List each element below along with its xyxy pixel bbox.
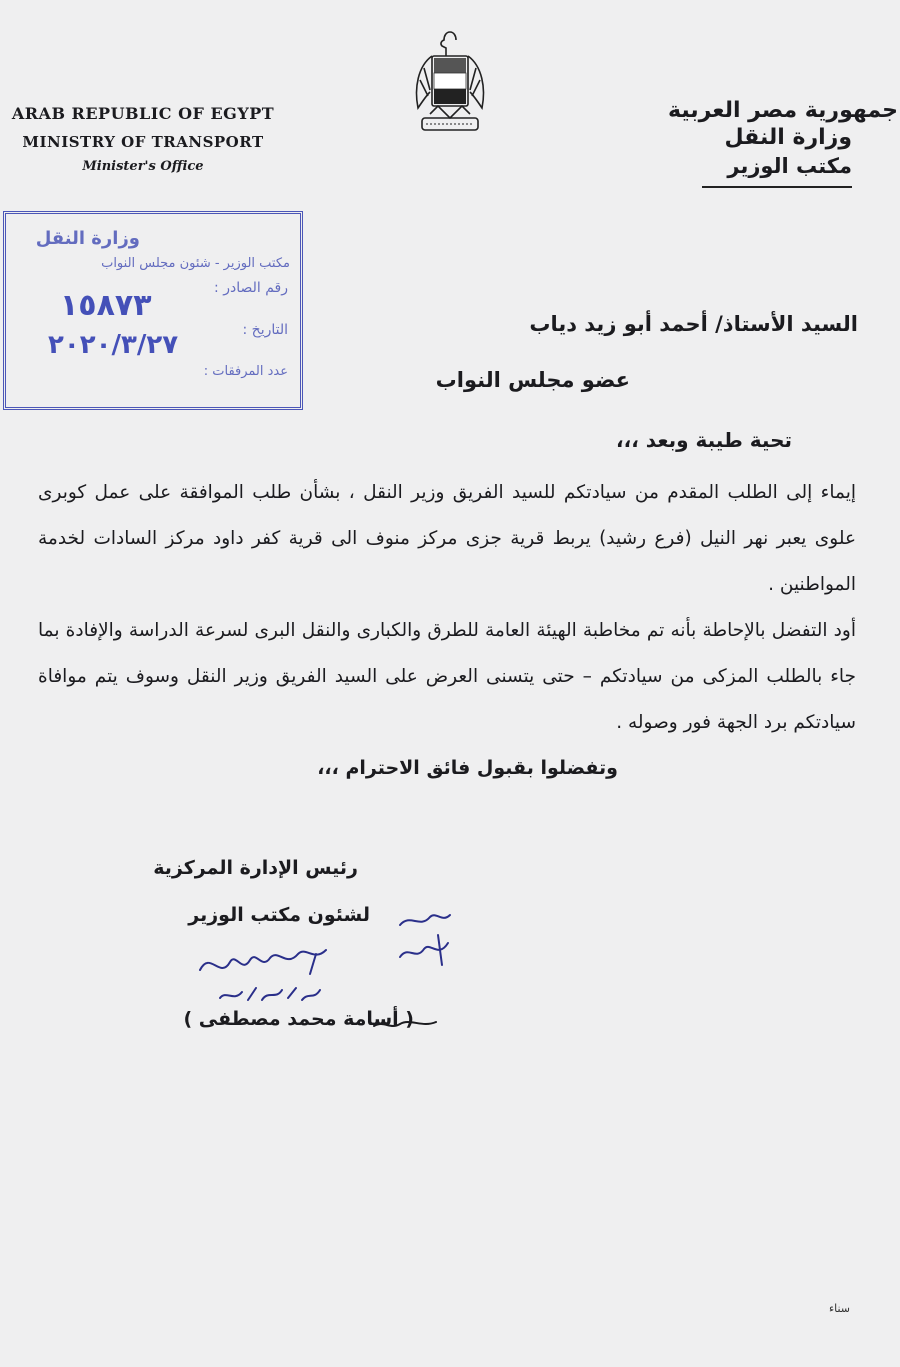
closing-line: وتفضلوا بقبول فائق الاحترام ،،، <box>317 757 618 779</box>
registration-stamp <box>3 211 303 410</box>
ministry-name-en: MINISTRY OF TRANSPORT <box>22 133 264 151</box>
header-underline <box>702 186 852 188</box>
greeting: تحية طيبة وبعد ،،، <box>616 428 792 452</box>
paragraph-1: إيماء إلى الطلب المقدم من سيادتكم للسيد الفريق وزير النقل ، بشأن طلب الموافقة على عمل كوبرى علوى يعبر نهر النيل (فرع رشيد) يربط قرية جزى مركز منوف الى قرية كفر داود مركز السادات لخدمة المواطنين . <box>38 482 856 595</box>
handwritten-initials <box>390 905 460 975</box>
signatory-title-line-1: رئيس الإدارة المركزية <box>153 857 358 879</box>
ministry-name-ar: وزارة النقل <box>724 125 852 150</box>
office-name-en: Minister's Office <box>82 159 204 174</box>
stamp-title: وزارة النقل <box>35 228 140 249</box>
stamp-subtitle: مكتب الوزير - شئون مجلس النواب <box>101 256 290 271</box>
handwritten-signature <box>190 940 340 1010</box>
stamp-number-handwritten: ١٥٨٧٣ <box>60 288 152 323</box>
office-name-ar: مكتب الوزير <box>727 154 852 178</box>
country-name-ar: جمهورية مصر العربية <box>668 98 898 123</box>
stamp-date-label: التاريخ : <box>242 322 288 338</box>
addressee-name: السيد الأستاذ/ أحمد أبو زيد دياب <box>529 312 858 336</box>
stamp-number-label: رقم الصادر : <box>214 280 288 296</box>
signatory-name: ( أسامة محمد مصطفى ) <box>183 1008 414 1030</box>
arabic-letterhead <box>572 98 898 188</box>
stamp-date-handwritten: ٢٠٢٠/٣/٢٧ <box>48 330 179 360</box>
country-name-en: ARAB REPUBLIC OF EGYPT <box>11 104 275 123</box>
eagle-emblem-icon <box>408 26 492 138</box>
addressee-title: عضو مجلس النواب <box>435 368 630 392</box>
english-letterhead <box>8 104 278 174</box>
signatory-title-line-2: لشئون مكتب الوزير <box>188 904 370 926</box>
paragraph-2: أود التفضل بالإحاطة بأنه تم مخاطبة الهيئة العامة للطرق والكبارى والنقل البرى لسرعة الدراسة والإفادة بما جاء بالطلب المزكى من سيادتكم – حتى يتسنى العرض على السيد الفريق وزير النقل وسوف يتم موافاة سيادتكم برد الجهة فور وصوله . <box>38 620 856 733</box>
stamp-attachments-label: عدد المرفقات : <box>203 364 288 379</box>
typist-initials: سناء <box>828 1302 850 1315</box>
